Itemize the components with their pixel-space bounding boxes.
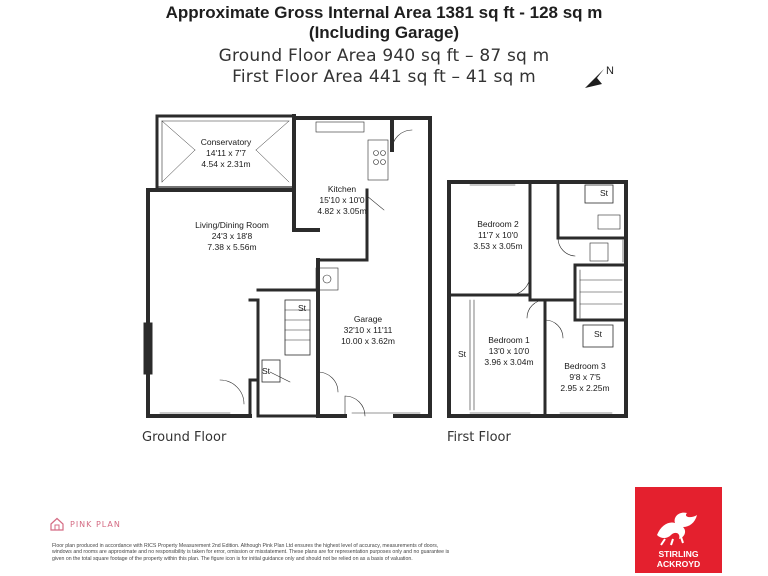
- conservatory-metric: 4.54 x 2.31m: [201, 159, 251, 169]
- area-title: Approximate Gross Internal Area 1381 sq ft - 128 sq m: [165, 3, 603, 22]
- living-name: Living/Dining Room: [195, 220, 269, 230]
- pink-plan-logo: [50, 517, 121, 531]
- conservatory-name: Conservatory: [200, 137, 252, 147]
- disclaimer-text: Floor plan produced in accordance with RICS Property Measurement 2nd Edition. Although Pink Plan Ltd ensures the highest level of accuracy, measurements of doors, windows and rooms are approximate and no responsibility is taken for error, omission or misstatement. These plans are for representation purposes only and no guarantee is given on the total square footage of the property within this plan. The figure icon is for initial guidance only and should not be relied on as a basis of valuation.: [52, 543, 450, 562]
- bedroom2-name: Bedroom 2: [477, 219, 519, 229]
- garage-name: Garage: [353, 314, 383, 324]
- conservatory-imperial: 14'11 x 7'7: [206, 148, 246, 158]
- area-subtitle: (Including Garage): [308, 23, 460, 42]
- bedroom1-imperial: 13'0 x 10'0: [488, 346, 530, 356]
- bedroom1-metric: 3.96 x 3.04m: [484, 357, 534, 367]
- bedroom3-metric: 2.95 x 2.25m: [560, 383, 610, 393]
- storage-label-first-2: St: [593, 329, 603, 339]
- living-metric: 7.38 x 5.56m: [207, 242, 257, 252]
- north-arrow-icon: [585, 65, 614, 88]
- living-imperial: 24'3 x 18'8: [211, 231, 253, 241]
- storage-label-first-3: St: [457, 349, 467, 359]
- bedroom1-name: Bedroom 1: [488, 335, 530, 345]
- storage-label-first-1: St: [599, 188, 609, 198]
- pink-plan-house-icon: [50, 517, 64, 531]
- bedroom2-imperial: 11'7 x 10'0: [478, 230, 518, 240]
- kitchen-name: Kitchen: [327, 184, 357, 194]
- storage-label-ground-2: St: [261, 366, 271, 376]
- brand-line-1: STIRLING: [658, 549, 699, 559]
- stirling-ackroyd-logo: [635, 487, 722, 573]
- ground-floor-label: Ground Floor: [142, 430, 227, 445]
- first-floor-label: First Floor: [447, 430, 511, 445]
- pink-plan-wordmark: PINK PLAN: [70, 519, 121, 529]
- north-label: N: [606, 65, 614, 77]
- bedroom3-imperial: 9'8 x 7'5: [569, 372, 601, 382]
- brand-line-2: ACKROYD: [656, 559, 701, 569]
- bedroom2-metric: 3.53 x 3.05m: [473, 241, 523, 251]
- bedroom3-name: Bedroom 3: [564, 361, 606, 371]
- ground-floor-walls: [148, 116, 430, 416]
- storage-label-ground-1: St: [297, 303, 307, 313]
- ground-floor-area: Ground Floor Area 940 sq ft – 87 sq m: [218, 46, 550, 66]
- kitchen-metric: 4.82 x 3.05m: [317, 206, 367, 216]
- garage-imperial: 32'10 x 11'11: [343, 325, 393, 335]
- first-floor-area: First Floor Area 441 sq ft – 41 sq m: [232, 67, 536, 87]
- garage-metric: 10.00 x 3.62m: [341, 336, 395, 346]
- kitchen-imperial: 15'10 x 10'0: [319, 195, 365, 205]
